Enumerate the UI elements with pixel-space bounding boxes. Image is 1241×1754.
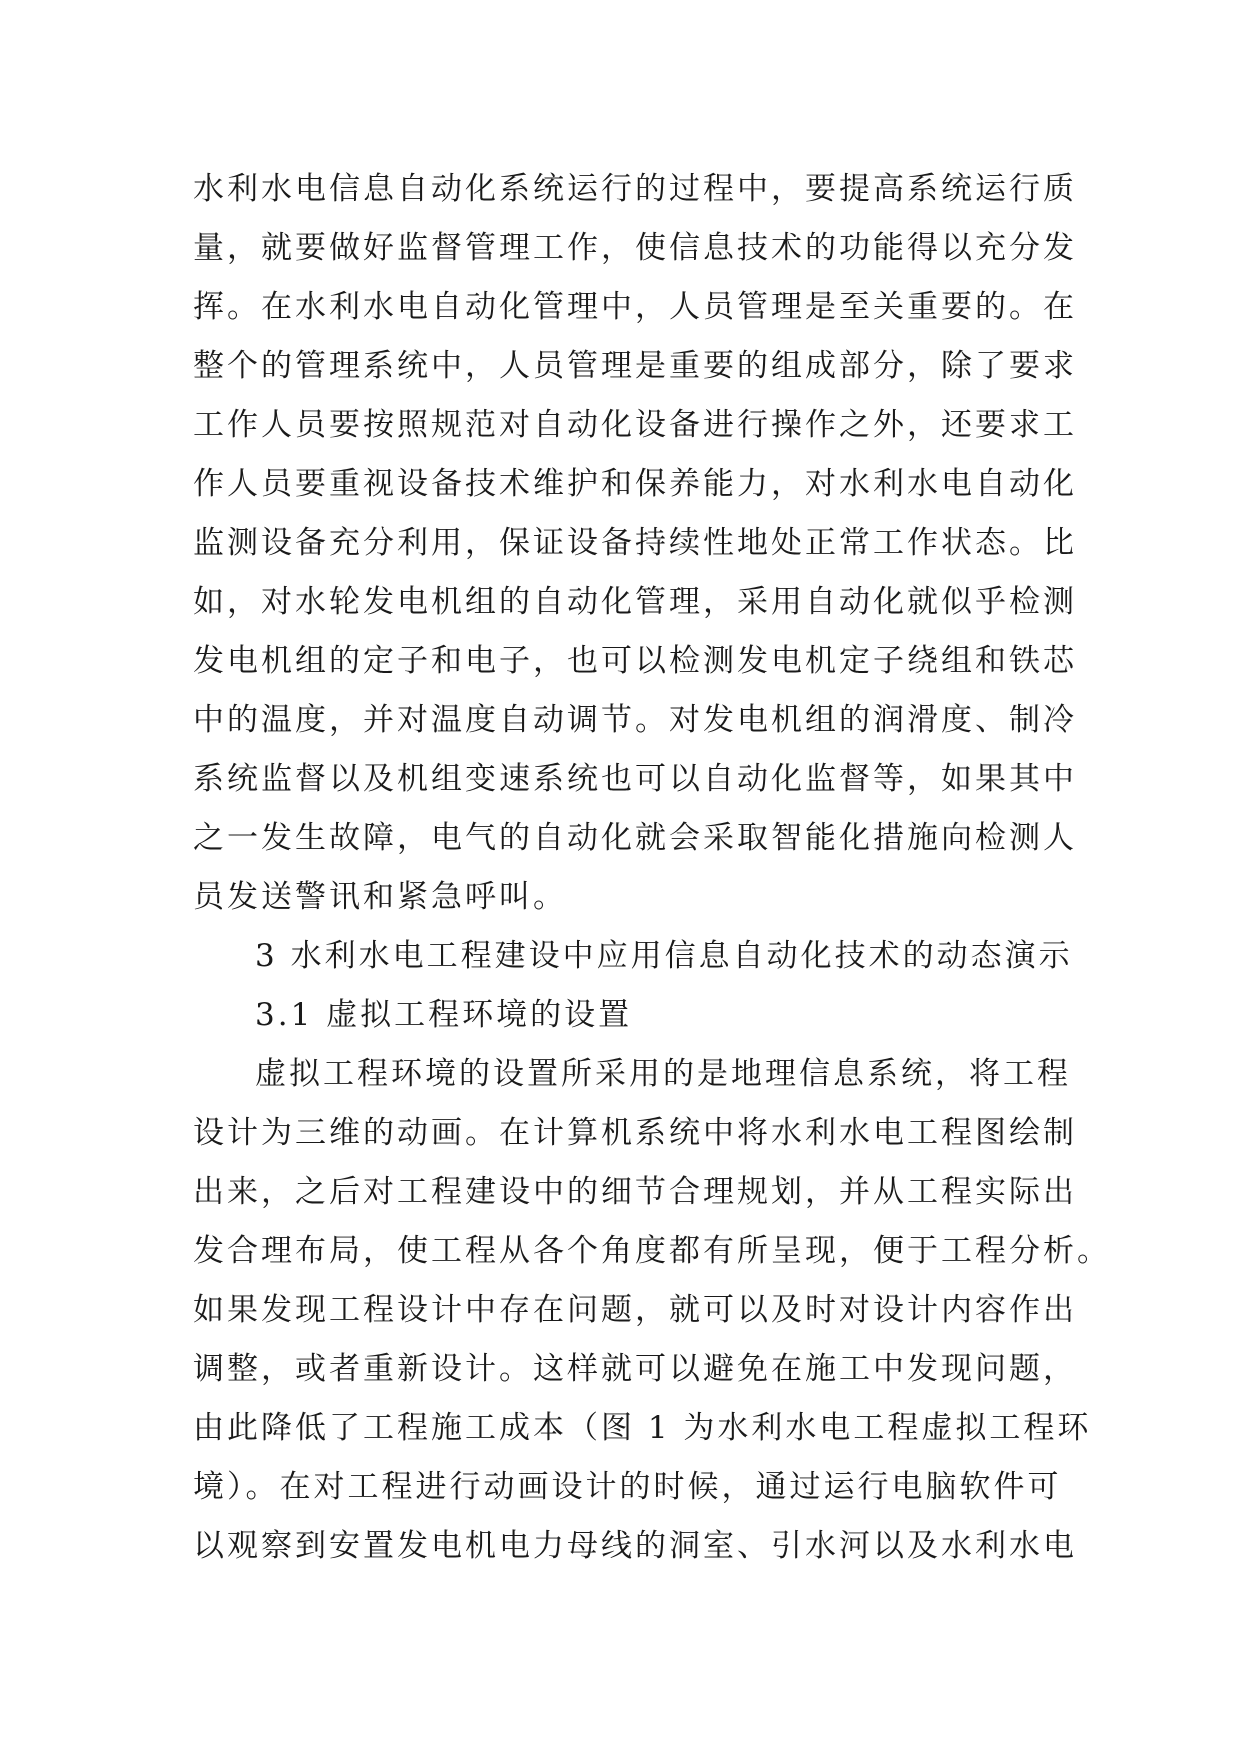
text-line: 系统监督以及机组变速系统也可以自动化监督等，如果其中 — [193, 761, 1077, 797]
text-line: 如，对水轮发电机组的自动化管理，采用自动化就似乎检测 — [193, 584, 1077, 620]
section-heading: 3 水利水电工程建设中应用信息自动化技术的动态演示 — [255, 938, 1073, 974]
text-line: 虚拟工程环境的设置所采用的是地理信息系统，将工程 — [255, 1056, 1071, 1092]
text-line: 作人员要重视设备技术维护和保养能力，对水利水电自动化 — [193, 466, 1077, 502]
text-line: 员发送警讯和紧急呼叫。 — [193, 879, 567, 915]
subsection-heading: 3.1 虚拟工程环境的设置 — [255, 997, 633, 1033]
text-line: 之一发生故障，电气的自动化就会采取智能化措施向检测人 — [193, 820, 1077, 856]
text-line: 整个的管理系统中，人员管理是重要的组成部分，除了要求 — [193, 348, 1077, 384]
text-line: 如果发现工程设计中存在问题，就可以及时对设计内容作出 — [193, 1292, 1077, 1328]
text-line: 设计为三维的动画。在计算机系统中将水利水电工程图绘制 — [193, 1115, 1077, 1151]
text-line: 监测设备充分利用，保证设备持续性地处正常工作状态。比 — [193, 525, 1077, 561]
text-line: 由此降低了工程施工成本（图 1 为水利水电工程虚拟工程环 — [193, 1410, 1092, 1446]
document-body — [193, 160, 1111, 1576]
text-line: 以观察到安置发电机电力母线的洞室、引水河以及水利水电 — [193, 1528, 1077, 1564]
text-line: 挥。在水利水电自动化管理中，人员管理是至关重要的。在 — [193, 289, 1077, 325]
paragraph-2 — [193, 1045, 1111, 1576]
paragraph-1 — [193, 160, 1077, 927]
text-line: 发合理布局，使工程从各个角度都有所呈现，便于工程分析。 — [193, 1233, 1111, 1269]
text-line: 水利水电信息自动化系统运行的过程中，要提高系统运行质 — [193, 171, 1077, 207]
text-line: 工作人员要按照规范对自动化设备进行操作之外，还要求工 — [193, 407, 1077, 443]
text-line: 出来，之后对工程建设中的细节合理规划，并从工程实际出 — [193, 1174, 1077, 1210]
text-line: 量，就要做好监督管理工作，使信息技术的功能得以充分发 — [193, 230, 1077, 266]
text-line: 中的温度，并对温度自动调节。对发电机组的润滑度、制冷 — [193, 702, 1077, 738]
text-line: 调整，或者重新设计。这样就可以避免在施工中发现问题， — [193, 1351, 1077, 1387]
text-line: 境）。在对工程进行动画设计的时候，通过运行电脑软件可 — [193, 1469, 1062, 1505]
text-line: 发电机组的定子和电子，也可以检测发电机定子绕组和铁芯 — [193, 643, 1077, 679]
